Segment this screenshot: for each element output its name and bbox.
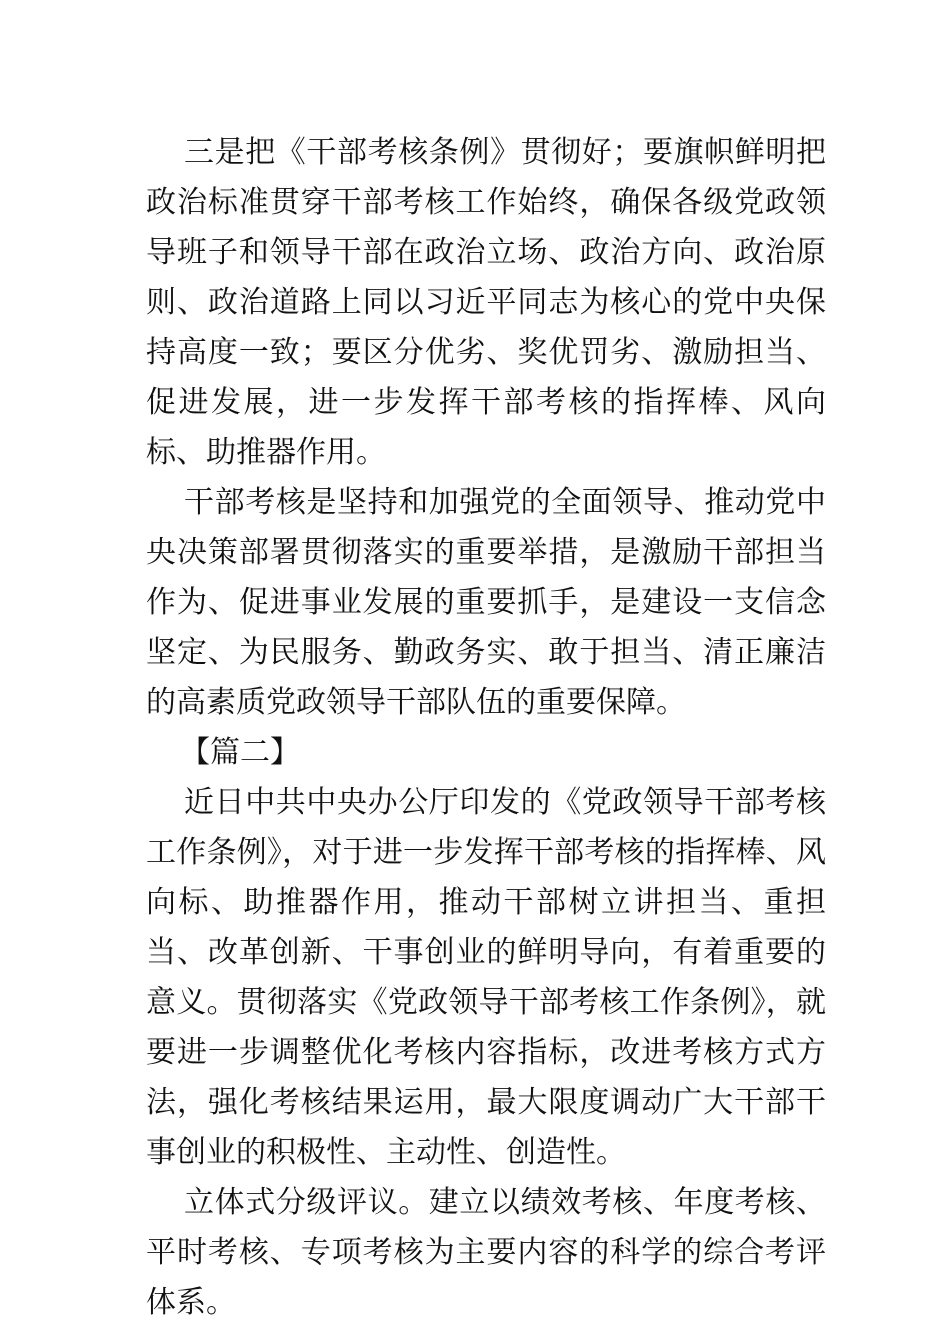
paragraph-3: 近日中共中央办公厅印发的《党政领导干部考核工作条例》，对于进一步发挥干部考核的指挥棒、风向标、助推器作用，推动干部树立讲担当、重担当、改革创新、干事创业的鲜明导向，有着重要的意义。贯彻落实《党政领导干部考核工作条例》，就要进一步调整优化考核内容指标，改进考核方式方法，强化考核结果运用，最大限度调动广大干部干事创业的积极性、主动性、创造性。 bbox=[146, 785, 826, 1170]
section-heading: 【篇二】 bbox=[180, 735, 300, 770]
paragraph-4: 立体式分级评议。建立以绩效考核、年度考核、平时考核、专项考核为主要内容的科学的综合考评体系。 bbox=[146, 1185, 826, 1320]
paragraph-1: 三是把《干部考核条例》贯彻好；要旗帜鲜明把政治标准贯穿干部考核工作始终，确保各级党政领导班子和领导干部在政治立场、政治方向、政治原则、政治道路上同以习近平同志为核心的党中央保持高度一致；要区分优劣、奖优罚劣、激励担当、促进发展，进一步发挥干部考核的指挥棒、风向标、助推器作用。 bbox=[146, 135, 826, 470]
document-body bbox=[146, 128, 826, 1328]
paragraph-2: 干部考核是坚持和加强党的全面领导、推动党中央决策部署贯彻落实的重要举措，是激励干部担当作为、促进事业发展的重要抓手，是建设一支信念坚定、为民服务、勤政务实、敢于担当、清正廉洁的高素质党政领导干部队伍的重要保障。 bbox=[146, 485, 826, 720]
